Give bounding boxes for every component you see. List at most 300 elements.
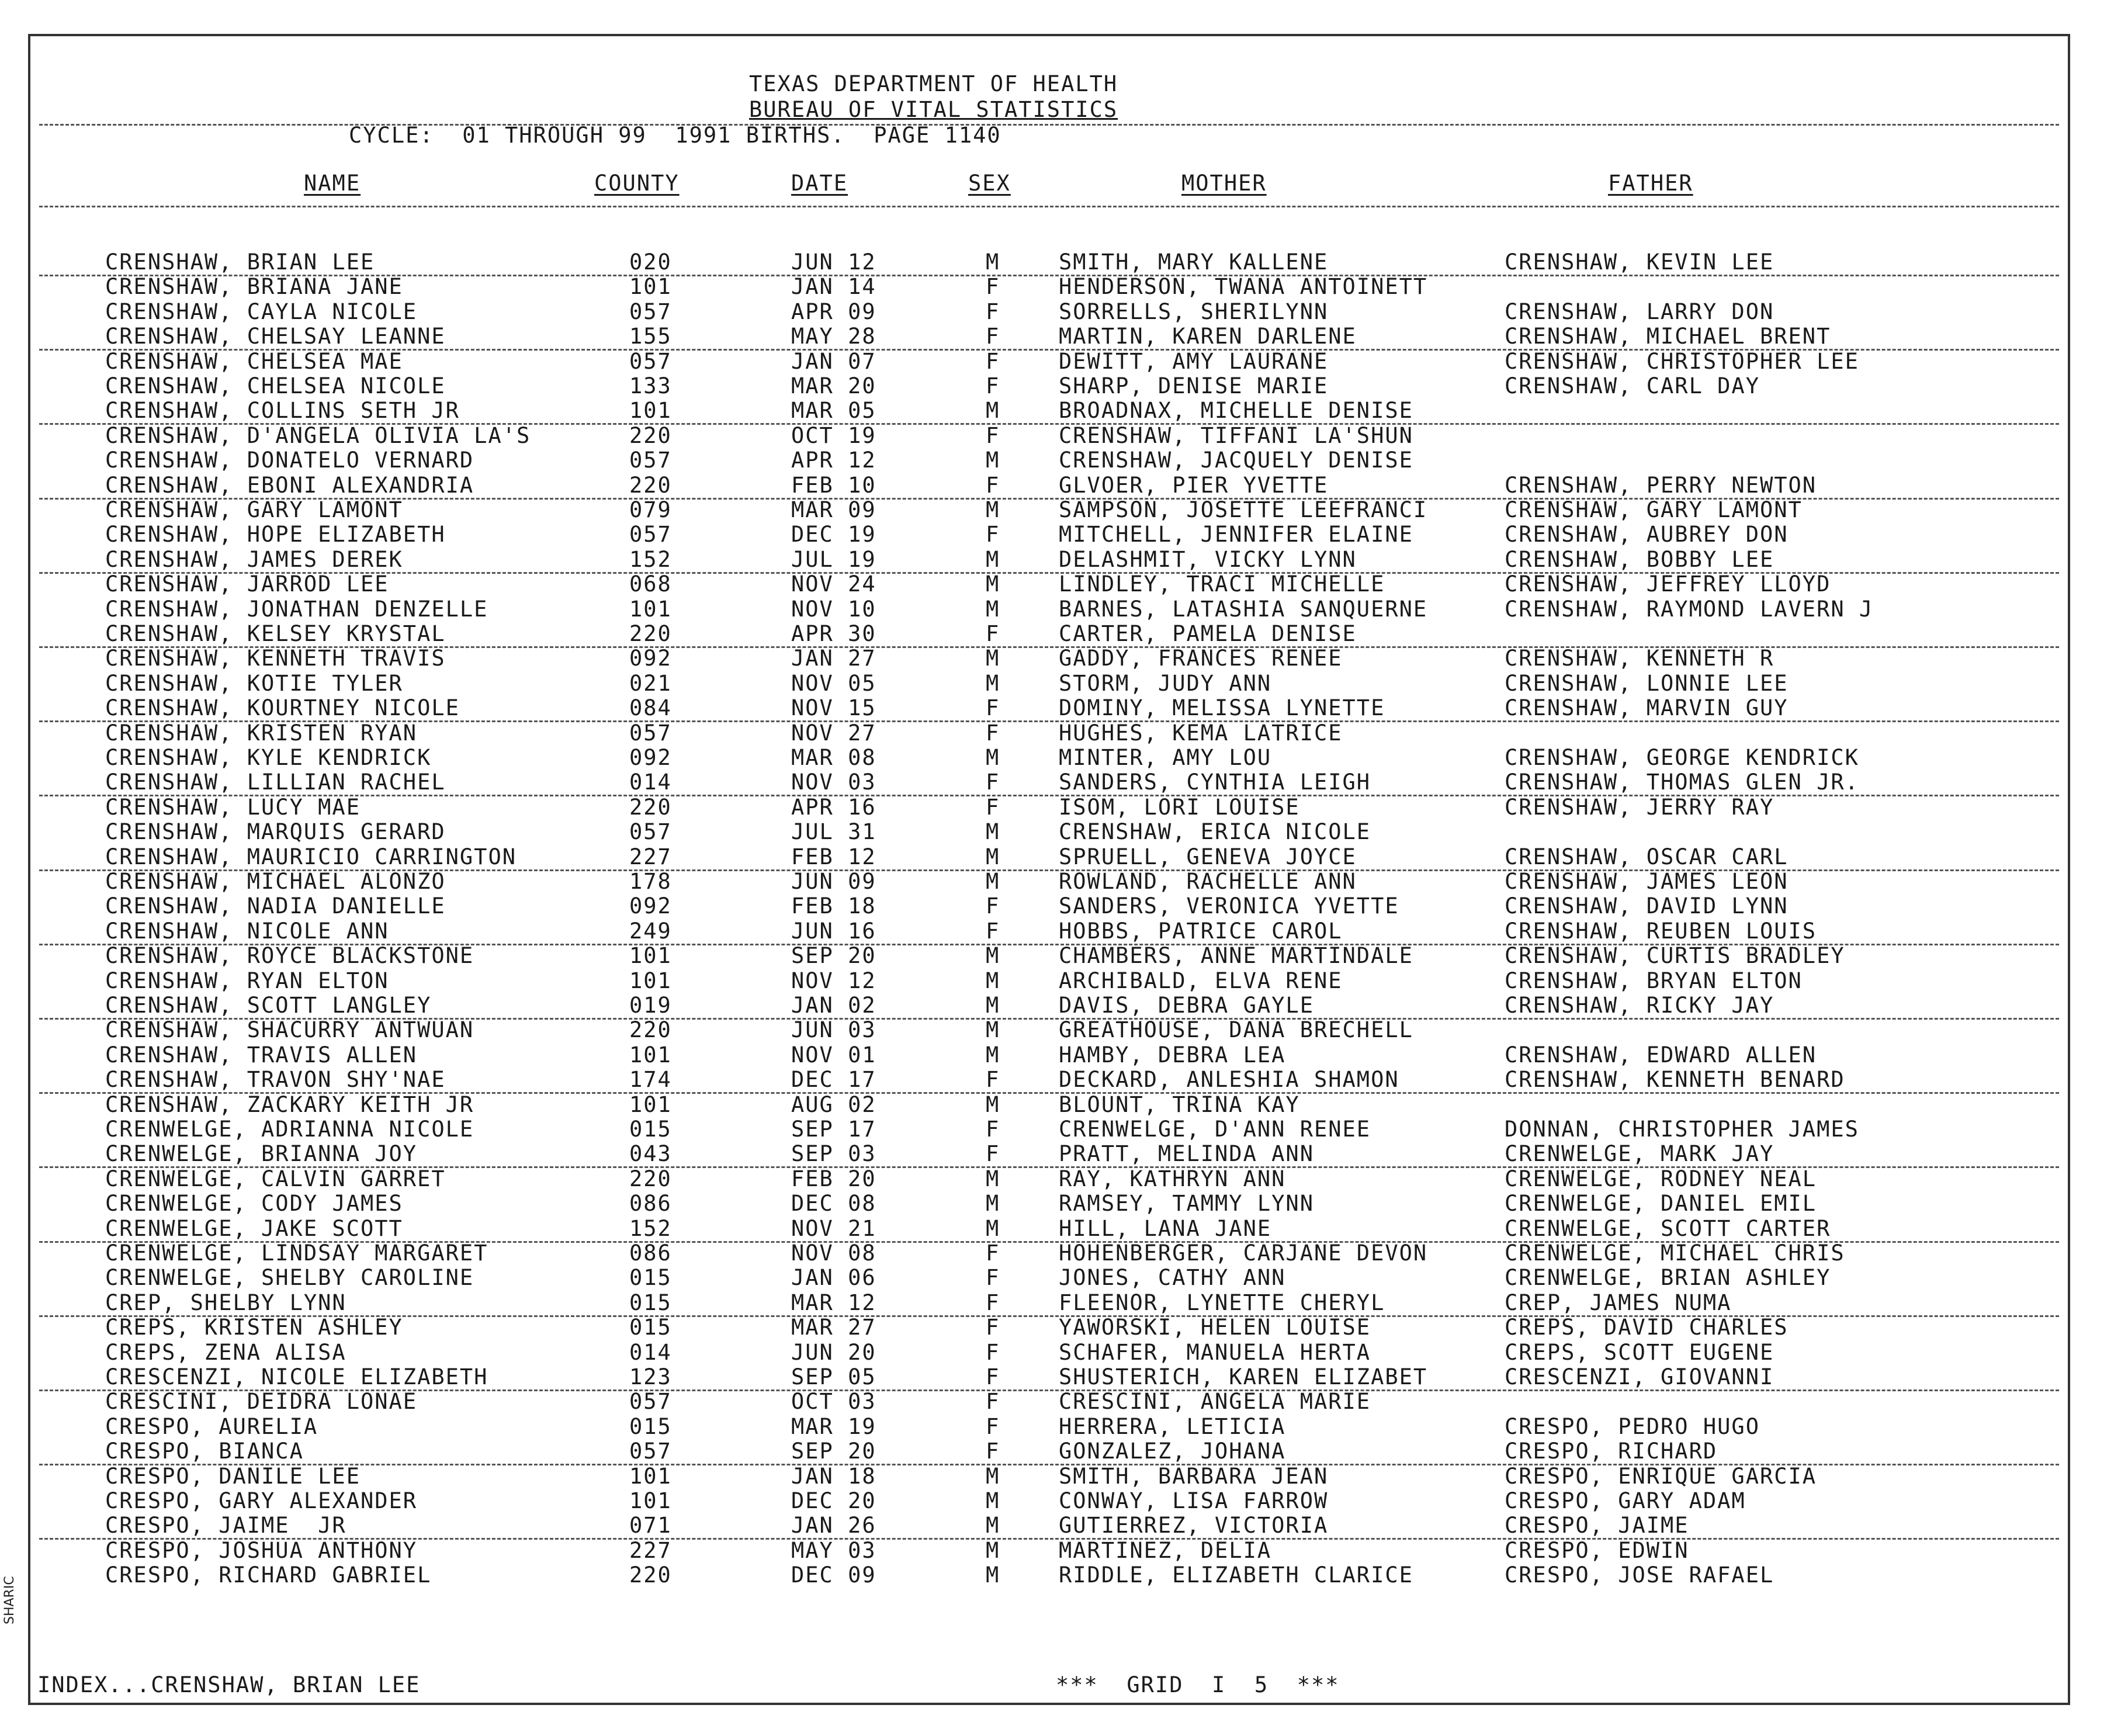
cell-county: 015: [629, 1117, 672, 1142]
cell-date: MAY 03: [791, 1537, 876, 1563]
cell-name: CREPS, KRISTEN ASHLEY: [105, 1315, 403, 1340]
cell-sex: M: [986, 819, 1000, 845]
cell-name: CRENSHAW, KRISTEN RYAN: [105, 720, 418, 746]
cell-date: NOV 12: [791, 968, 876, 993]
cell-father: CRESPO, GARY ADAM: [1505, 1488, 1746, 1513]
cell-date: APR 16: [791, 794, 876, 820]
cell-sex: M: [986, 1463, 1000, 1489]
cell-name: CRENSHAW, NICOLE ANN: [105, 918, 389, 944]
cell-father: CREPS, DAVID CHARLES: [1505, 1315, 1789, 1340]
cell-sex: F: [986, 1067, 1000, 1093]
table-row: [30, 1464, 2068, 1488]
cell-name: CRENSHAW, BRIAN LEE: [105, 250, 375, 275]
cell-sex: M: [986, 993, 1000, 1018]
cell-county: 220: [629, 794, 672, 820]
cell-mother: RAMSEY, TAMMY LYNN: [1059, 1191, 1314, 1217]
table-row: [30, 795, 2068, 819]
cell-mother: GONZALEZ, JOHANA: [1059, 1439, 1286, 1464]
cell-sex: M: [986, 250, 1000, 275]
cell-mother: STORM, JUDY ANN: [1059, 670, 1272, 696]
cell-sex: F: [986, 1265, 1000, 1291]
cell-name: CRESPO, BIANCA: [105, 1439, 304, 1464]
table-row: [30, 1017, 2068, 1042]
cell-father: CRESCENZI, GIOVANNI: [1505, 1364, 1775, 1390]
cell-date: JUN 12: [791, 250, 876, 275]
cell-county: 057: [629, 448, 672, 473]
cell-date: NOV 27: [791, 720, 876, 746]
cell-sex: F: [986, 1413, 1000, 1439]
table-row: [30, 1117, 2068, 1141]
cell-date: JUL 19: [791, 546, 876, 572]
cell-mother: ARCHIBALD, ELVA RENE: [1059, 968, 1343, 993]
table-row: [30, 819, 2068, 844]
cell-father: CRENWELGE, SCOTT CARTER: [1505, 1215, 1831, 1241]
column-header-mother: MOTHER: [1181, 171, 1267, 196]
table-row: [30, 250, 2068, 274]
cell-county: 057: [629, 348, 672, 374]
cell-father: CRENSHAW, JERRY RAY: [1505, 794, 1775, 820]
cell-sex: F: [986, 770, 1000, 795]
cell-county: 015: [629, 1413, 672, 1439]
column-header-father: FATHER: [1608, 171, 1693, 196]
cell-sex: F: [986, 621, 1000, 646]
cell-father: CRENSHAW, CHRISTOPHER LEE: [1505, 348, 1859, 374]
cell-father: CRENSHAW, DAVID LYNN: [1505, 893, 1789, 919]
cell-sex: M: [986, 1092, 1000, 1117]
cell-sex: M: [986, 546, 1000, 572]
cell-name: CRESCINI, DEIDRA LONAE: [105, 1389, 418, 1415]
cell-sex: M: [986, 869, 1000, 894]
cell-date: DEC 09: [791, 1562, 876, 1588]
cell-mother: MARTIN, KAREN DARLENE: [1059, 324, 1357, 349]
cell-date: DEC 17: [791, 1067, 876, 1093]
table-row: [30, 1414, 2068, 1439]
cell-name: CRENWELGE, BRIANNA JOY: [105, 1141, 418, 1167]
cell-date: AUG 02: [791, 1092, 876, 1117]
cell-county: 068: [629, 571, 672, 597]
cell-date: NOV 15: [791, 695, 876, 721]
cell-sex: F: [986, 918, 1000, 944]
cell-county: 092: [629, 893, 672, 919]
table-row: [30, 1067, 2068, 1092]
table-row: [30, 547, 2068, 571]
side-label: SHARIC: [2, 1576, 17, 1624]
cell-mother: YAWORSKI, HELEN LOUISE: [1059, 1315, 1371, 1340]
cell-mother: CHAMBERS, ANNE MARTINDALE: [1059, 943, 1413, 969]
cell-county: 057: [629, 819, 672, 845]
cell-father: CRENSHAW, MARVIN GUY: [1505, 695, 1789, 721]
cell-mother: HILL, LANA JANE: [1059, 1215, 1272, 1241]
table-row: [30, 349, 2068, 373]
table-row: [30, 473, 2068, 497]
cell-mother: DECKARD, ANLESHIA SHAMON: [1059, 1067, 1399, 1093]
cell-father: DONNAN, CHRISTOPHER JAMES: [1505, 1117, 1859, 1142]
cell-mother: SPRUELL, GENEVA JOYCE: [1059, 844, 1357, 869]
cell-name: CRENSHAW, KELSEY KRYSTAL: [105, 621, 446, 646]
table-row: [30, 1166, 2068, 1191]
cell-county: 020: [629, 250, 672, 275]
cell-sex: F: [986, 348, 1000, 374]
table-row: [30, 324, 2068, 348]
cell-county: 101: [629, 1463, 672, 1489]
cell-sex: F: [986, 422, 1000, 448]
cell-county: 014: [629, 770, 672, 795]
cell-date: FEB 20: [791, 1166, 876, 1191]
cell-sex: M: [986, 596, 1000, 622]
table-row: [30, 423, 2068, 448]
cell-date: NOV 03: [791, 770, 876, 795]
cell-county: 123: [629, 1364, 672, 1390]
cell-father: CRENSHAW, REUBEN LOUIS: [1505, 918, 1817, 944]
table-row: [30, 646, 2068, 670]
cell-father: CRENSHAW, THOMAS GLEN JR.: [1505, 770, 1859, 795]
cell-sex: M: [986, 497, 1000, 522]
cell-name: CRESPO, AURELIA: [105, 1413, 318, 1439]
cell-mother: SHUSTERICH, KAREN ELIZABET: [1059, 1364, 1428, 1390]
cell-name: CRENSHAW, ROYCE BLACKSTONE: [105, 943, 474, 969]
cell-sex: M: [986, 1513, 1000, 1539]
table-row: [30, 695, 2068, 720]
cell-name: CRENSHAW, DONATELO VERNARD: [105, 448, 474, 473]
cell-sex: M: [986, 1042, 1000, 1068]
cell-mother: DEWITT, AMY LAURANE: [1059, 348, 1329, 374]
cell-date: APR 12: [791, 448, 876, 473]
cell-sex: M: [986, 1191, 1000, 1217]
cell-date: SEP 20: [791, 943, 876, 969]
cell-father: CRENSHAW, OSCAR CARL: [1505, 844, 1789, 869]
cell-sex: F: [986, 1389, 1000, 1415]
table-row: [30, 671, 2068, 695]
cell-name: CRENSHAW, SCOTT LANGLEY: [105, 993, 432, 1018]
table-row: [30, 1562, 2068, 1587]
table-row: [30, 745, 2068, 770]
table-row: [30, 1241, 2068, 1265]
cell-sex: F: [986, 1439, 1000, 1464]
cell-sex: F: [986, 893, 1000, 919]
cell-county: 220: [629, 422, 672, 448]
cell-name: CRENSHAW, CHELSEA MAE: [105, 348, 403, 374]
cell-sex: F: [986, 1141, 1000, 1167]
cell-date: DEC 19: [791, 522, 876, 548]
cell-date: JAN 14: [791, 274, 876, 300]
cell-county: 015: [629, 1315, 672, 1340]
cell-name: CRENSHAW, CHELSEA NICOLE: [105, 373, 446, 399]
cell-father: CRENSHAW, KEVIN LEE: [1505, 250, 1775, 275]
cell-father: CRENWELGE, MICHAEL CHRIS: [1505, 1241, 1845, 1266]
cell-father: CRENSHAW, JEFFREY LLOYD: [1505, 571, 1831, 597]
table-row: [30, 869, 2068, 893]
cell-name: CRENWELGE, CODY JAMES: [105, 1191, 403, 1217]
cell-county: 084: [629, 695, 672, 721]
cell-sex: M: [986, 1017, 1000, 1043]
cell-mother: HUGHES, KEMA LATRICE: [1059, 720, 1343, 746]
cell-county: 101: [629, 274, 672, 300]
cell-county: 227: [629, 844, 672, 869]
cell-date: JUN 09: [791, 869, 876, 894]
cell-father: CRENWELGE, BRIAN ASHLEY: [1505, 1265, 1831, 1291]
cell-county: 152: [629, 1215, 672, 1241]
cell-mother: HOBBS, PATRICE CAROL: [1059, 918, 1343, 944]
cell-name: CRENSHAW, KOURTNEY NICOLE: [105, 695, 460, 721]
cell-sex: M: [986, 398, 1000, 424]
cell-name: CRENSHAW, JAMES DEREK: [105, 546, 403, 572]
cell-name: CRENSHAW, KYLE KENDRICK: [105, 745, 432, 770]
cell-mother: BROADNAX, MICHELLE DENISE: [1059, 398, 1413, 424]
cell-mother: CARTER, PAMELA DENISE: [1059, 621, 1357, 646]
cell-county: 057: [629, 720, 672, 746]
cell-date: JAN 02: [791, 993, 876, 1018]
cell-sex: M: [986, 1537, 1000, 1563]
table-row: [30, 1265, 2068, 1290]
cell-sex: F: [986, 324, 1000, 349]
table-row: [30, 1141, 2068, 1166]
cell-county: 015: [629, 1265, 672, 1291]
cell-date: FEB 10: [791, 472, 876, 498]
cell-father: CRENSHAW, CARL DAY: [1505, 373, 1760, 399]
cell-father: CRESPO, PEDRO HUGO: [1505, 1413, 1760, 1439]
cell-county: 101: [629, 398, 672, 424]
cell-county: 101: [629, 1488, 672, 1513]
footer-grid: *** GRID I 5 ***: [1056, 1672, 1340, 1697]
cell-sex: M: [986, 571, 1000, 597]
cell-mother: JONES, CATHY ANN: [1059, 1265, 1286, 1291]
column-header-date: DATE: [791, 171, 848, 196]
cell-father: CRENSHAW, KENNETH BENARD: [1505, 1067, 1845, 1093]
cell-name: CRENSHAW, SHACURRY ANTWUAN: [105, 1017, 474, 1043]
cell-name: CRENSHAW, NADIA DANIELLE: [105, 893, 446, 919]
cell-county: 227: [629, 1537, 672, 1563]
cell-mother: GUTIERREZ, VICTORIA: [1059, 1513, 1329, 1539]
cell-county: 220: [629, 1166, 672, 1191]
cell-date: NOV 08: [791, 1241, 876, 1266]
cell-sex: F: [986, 695, 1000, 721]
cell-date: MAY 28: [791, 324, 876, 349]
cell-sex: M: [986, 1215, 1000, 1241]
cell-father: CRESPO, JOSE RAFAEL: [1505, 1562, 1775, 1588]
cell-date: MAR 12: [791, 1290, 876, 1315]
cell-mother: CRENSHAW, ERICA NICOLE: [1059, 819, 1371, 845]
header-bureau: BUREAU OF VITAL STATISTICS: [749, 97, 1118, 122]
cell-county: 079: [629, 497, 672, 522]
cell-county: 174: [629, 1067, 672, 1093]
cell-county: 178: [629, 869, 672, 894]
cell-date: MAR 08: [791, 745, 876, 770]
table-row: [30, 1439, 2068, 1463]
cell-name: CRENSHAW, MICHAEL ALONZO: [105, 869, 446, 894]
cell-county: 014: [629, 1339, 672, 1365]
table-row: [30, 398, 2068, 422]
cell-father: CRESPO, EDWIN: [1505, 1537, 1689, 1563]
cell-name: CRENSHAW, GARY LAMONT: [105, 497, 403, 522]
cell-name: CRENSHAW, TRAVIS ALLEN: [105, 1042, 418, 1068]
table-row: [30, 770, 2068, 794]
cell-mother: RAY, KATHRYN ANN: [1059, 1166, 1286, 1191]
cell-county: 220: [629, 472, 672, 498]
table-row: [30, 1042, 2068, 1067]
cell-name: CRESCENZI, NICOLE ELIZABETH: [105, 1364, 488, 1390]
cell-father: CRENSHAW, BOBBY LEE: [1505, 546, 1775, 572]
cell-date: OCT 19: [791, 422, 876, 448]
cell-county: 019: [629, 993, 672, 1018]
cell-name: CRENSHAW, TRAVON SHY'NAE: [105, 1067, 446, 1093]
cell-mother: CRENSHAW, TIFFANI LA'SHUN: [1059, 422, 1413, 448]
table-row: [30, 1191, 2068, 1215]
cell-mother: ROWLAND, RACHELLE ANN: [1059, 869, 1357, 894]
cell-date: NOV 05: [791, 670, 876, 696]
cell-father: CRESPO, ENRIQUE GARCIA: [1505, 1463, 1817, 1489]
cell-name: CRENSHAW, BRIANA JANE: [105, 274, 403, 300]
cell-name: CRENSHAW, KOTIE TYLER: [105, 670, 403, 696]
cell-mother: ISOM, LORI LOUISE: [1059, 794, 1300, 820]
cell-sex: F: [986, 1339, 1000, 1365]
cell-date: MAR 09: [791, 497, 876, 522]
cell-father: CRENSHAW, CURTIS BRADLEY: [1505, 943, 1845, 969]
cell-mother: CRESCINI, ANGELA MARIE: [1059, 1389, 1371, 1415]
cell-mother: GADDY, FRANCES RENEE: [1059, 646, 1343, 671]
cell-date: OCT 03: [791, 1389, 876, 1415]
table-row: [30, 893, 2068, 918]
cell-father: CRENSHAW, LONNIE LEE: [1505, 670, 1789, 696]
table-row: [30, 571, 2068, 596]
cell-name: CRENWELGE, JAKE SCOTT: [105, 1215, 403, 1241]
cell-mother: DOMINY, MELISSA LYNETTE: [1059, 695, 1385, 721]
cell-mother: HERRERA, LETICIA: [1059, 1413, 1286, 1439]
cell-county: 021: [629, 670, 672, 696]
cell-sex: F: [986, 299, 1000, 324]
header-agency: TEXAS DEPARTMENT OF HEALTH: [749, 71, 1118, 96]
cell-sex: F: [986, 1315, 1000, 1340]
cell-father: CRENSHAW, JAMES LEON: [1505, 869, 1789, 894]
cell-county: 101: [629, 1092, 672, 1117]
cell-sex: M: [986, 646, 1000, 671]
table-row: [30, 1364, 2068, 1389]
cell-name: CRENSHAW, MAURICIO CARRINGTON: [105, 844, 517, 869]
cell-sex: F: [986, 1241, 1000, 1266]
cell-sex: M: [986, 968, 1000, 993]
cell-mother: SHARP, DENISE MARIE: [1059, 373, 1329, 399]
cell-date: JUL 31: [791, 819, 876, 845]
cell-sex: F: [986, 1117, 1000, 1142]
cell-mother: HAMBY, DEBRA LEA: [1059, 1042, 1286, 1068]
cell-mother: HOHENBERGER, CARJANE DEVON: [1059, 1241, 1428, 1266]
cell-name: CRESPO, DANILE LEE: [105, 1463, 361, 1489]
cell-father: CRENSHAW, GEORGE KENDRICK: [1505, 745, 1859, 770]
cell-mother: CONWAY, LISA FARROW: [1059, 1488, 1329, 1513]
header-cycle: CYCLE: 01 THROUGH 99 1991 BIRTHS. PAGE 1140: [349, 123, 1001, 148]
cell-date: MAR 20: [791, 373, 876, 399]
cell-name: CRESPO, JAIME JR: [105, 1513, 346, 1539]
cell-sex: M: [986, 844, 1000, 869]
cell-father: CRENSHAW, AUBREY DON: [1505, 522, 1789, 548]
cell-sex: F: [986, 1364, 1000, 1390]
table-row: [30, 1513, 2068, 1537]
cell-father: CRENSHAW, EDWARD ALLEN: [1505, 1042, 1817, 1068]
cell-name: CRENWELGE, CALVIN GARRET: [105, 1166, 446, 1191]
cell-mother: CRENSHAW, JACQUELY DENISE: [1059, 448, 1413, 473]
table-row: [30, 1389, 2068, 1413]
table-row: [30, 943, 2068, 968]
cell-father: CRENSHAW, PERRY NEWTON: [1505, 472, 1817, 498]
cell-father: CRENWELGE, RODNEY NEAL: [1505, 1166, 1817, 1191]
table-row: [30, 274, 2068, 299]
cell-county: 057: [629, 1439, 672, 1464]
cell-county: 133: [629, 373, 672, 399]
cell-name: CRENSHAW, CAYLA NICOLE: [105, 299, 418, 324]
cell-date: DEC 08: [791, 1191, 876, 1217]
cell-name: CRENSHAW, COLLINS SETH JR: [105, 398, 460, 424]
column-header-divider: [39, 206, 2059, 207]
cell-county: 249: [629, 918, 672, 944]
cell-father: CRENSHAW, GARY LAMONT: [1505, 497, 1803, 522]
cell-date: MAR 27: [791, 1315, 876, 1340]
cell-sex: F: [986, 274, 1000, 300]
cell-county: 057: [629, 1389, 672, 1415]
cell-date: NOV 24: [791, 571, 876, 597]
cell-mother: BLOUNT, TRINA KAY: [1059, 1092, 1300, 1117]
cell-sex: M: [986, 1488, 1000, 1513]
cell-name: CRENSHAW, RYAN ELTON: [105, 968, 389, 993]
cell-name: CREP, SHELBY LYNN: [105, 1290, 346, 1315]
cell-name: CRENWELGE, LINDSAY MARGARET: [105, 1241, 488, 1266]
cell-name: CRENSHAW, LILLIAN RACHEL: [105, 770, 446, 795]
cell-name: CREPS, ZENA ALISA: [105, 1339, 346, 1365]
cell-sex: F: [986, 472, 1000, 498]
table-row: [30, 720, 2068, 745]
cell-sex: M: [986, 448, 1000, 473]
cell-sex: F: [986, 522, 1000, 548]
cell-county: 101: [629, 596, 672, 622]
cell-mother: PRATT, MELINDA ANN: [1059, 1141, 1314, 1167]
cell-date: FEB 12: [791, 844, 876, 869]
cell-county: 220: [629, 1562, 672, 1588]
table-row: [30, 373, 2068, 398]
cell-sex: M: [986, 943, 1000, 969]
cell-date: SEP 03: [791, 1141, 876, 1167]
cell-name: CRENSHAW, EBONI ALEXANDRIA: [105, 472, 474, 498]
cell-date: JAN 27: [791, 646, 876, 671]
cell-father: CRENSHAW, RAYMOND LAVERN J: [1505, 596, 1874, 622]
table-row: [30, 299, 2068, 324]
cell-date: SEP 20: [791, 1439, 876, 1464]
cell-sex: M: [986, 1562, 1000, 1588]
column-header-sex: SEX: [968, 171, 1011, 196]
cell-date: JAN 07: [791, 348, 876, 374]
cell-date: NOV 01: [791, 1042, 876, 1068]
cell-mother: SORRELLS, SHERILYNN: [1059, 299, 1329, 324]
cell-name: CRENSHAW, ZACKARY KEITH JR: [105, 1092, 474, 1117]
cell-date: MAR 19: [791, 1413, 876, 1439]
cell-date: JAN 18: [791, 1463, 876, 1489]
cell-date: FEB 18: [791, 893, 876, 919]
cell-mother: SMITH, MARY KALLENE: [1059, 250, 1329, 275]
cell-mother: SANDERS, CYNTHIA LEIGH: [1059, 770, 1371, 795]
table-row: [30, 844, 2068, 869]
table-row: [30, 919, 2068, 943]
cell-mother: RIDDLE, ELIZABETH CLARICE: [1059, 1562, 1413, 1588]
cell-date: DEC 20: [791, 1488, 876, 1513]
footer-index: INDEX...CRENSHAW, BRIAN LEE: [37, 1672, 421, 1697]
cell-sex: M: [986, 1166, 1000, 1191]
cell-father: CRESPO, RICHARD: [1505, 1439, 1718, 1464]
cell-mother: GREATHOUSE, DANA BRECHELL: [1059, 1017, 1413, 1043]
cell-father: CRENSHAW, LARRY DON: [1505, 299, 1775, 324]
cell-county: 220: [629, 1017, 672, 1043]
cell-father: CRENSHAW, MICHAEL BRENT: [1505, 324, 1831, 349]
cell-date: SEP 05: [791, 1364, 876, 1390]
cell-sex: F: [986, 794, 1000, 820]
cell-name: CRESPO, JOSHUA ANTHONY: [105, 1537, 418, 1563]
cell-date: NOV 10: [791, 596, 876, 622]
